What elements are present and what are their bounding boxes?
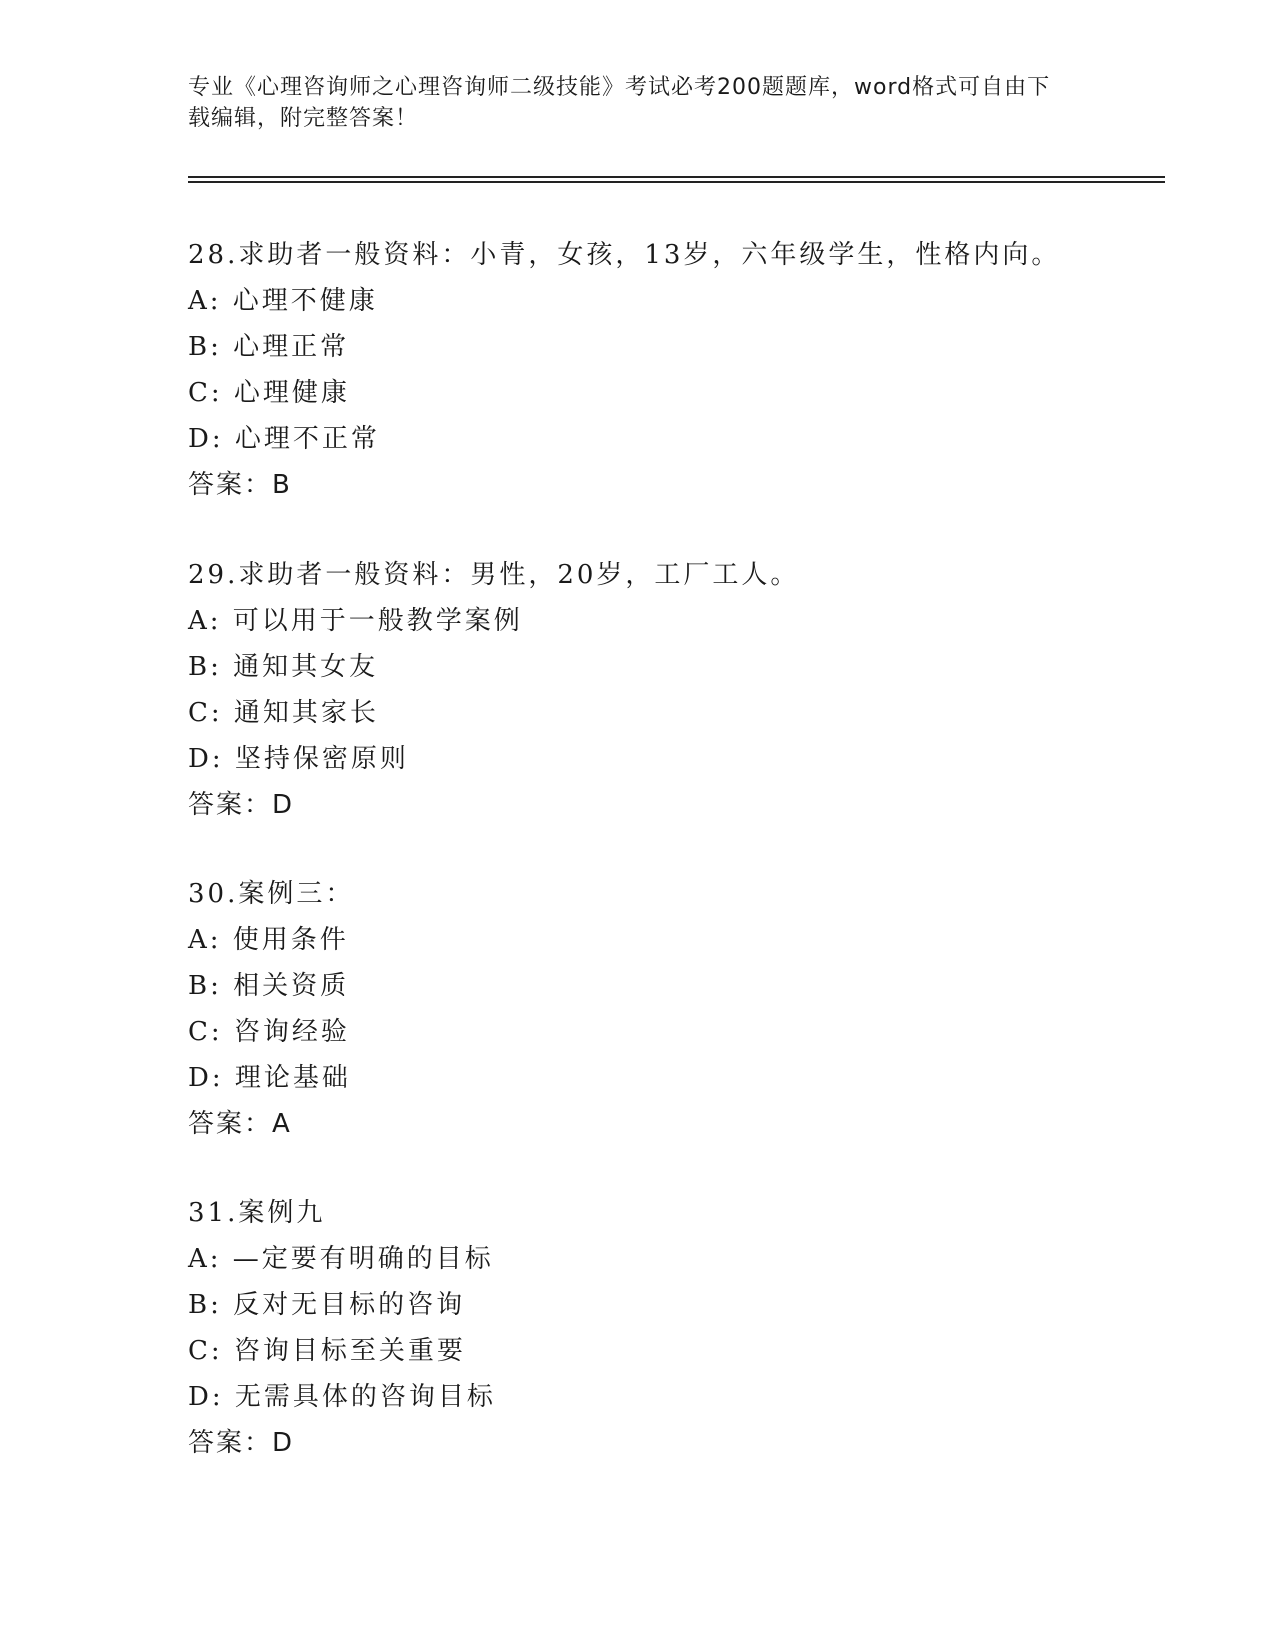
answer-line: [188, 782, 1188, 828]
answer-label: 答案：: [188, 1428, 273, 1458]
option-d: D: 理论基础: [188, 1063, 351, 1093]
answer-value: D: [272, 790, 293, 820]
question-stem: 29.求助者一般资料：男性，20岁，工厂工人。: [188, 560, 800, 590]
answer-value: B: [272, 470, 290, 500]
option-d: D: 无需具体的咨询目标: [188, 1382, 496, 1412]
option-a: A: 心理不健康: [188, 286, 378, 316]
option-a: A: 可以用于一般教学案例: [188, 606, 523, 636]
question-30: [188, 871, 1188, 1147]
question-29: [188, 552, 1188, 828]
document-intro: 专业《心理咨询师之心理咨询师二级技能》考试必考200题题库，word格式可自由下载编辑，附完整答案！: [188, 75, 1051, 131]
answer-label: 答案：: [188, 470, 273, 500]
answer-line: [188, 462, 1188, 508]
header-divider: [188, 176, 1165, 183]
answer-line: [188, 1101, 1188, 1147]
answer-value: A: [272, 1109, 290, 1139]
question-28: [188, 232, 1188, 508]
answer-label: 答案：: [188, 790, 273, 820]
option-c: C: 咨询经验: [188, 1017, 350, 1047]
option-a: A: —定要有明确的目标: [188, 1244, 494, 1274]
answer-label: 答案：: [188, 1109, 273, 1139]
option-d: D: 坚持保密原则: [188, 744, 409, 774]
option-d: D: 心理不正常: [188, 424, 380, 454]
option-b: B: 反对无目标的咨询: [188, 1290, 466, 1320]
option-b: B: 通知其女友: [188, 652, 379, 682]
question-stem: 31.案例九: [188, 1198, 326, 1228]
question-stem: 28.求助者一般资料：小青，女孩，13岁，六年级学生，性格内向。: [188, 240, 1061, 270]
option-c: C: 心理健康: [188, 378, 350, 408]
option-b: B: 相关资质: [188, 971, 350, 1001]
answer-line: [188, 1420, 1188, 1466]
option-c: C: 通知其家长: [188, 698, 379, 728]
answer-value: D: [272, 1428, 293, 1458]
option-c: C: 咨询目标至关重要: [188, 1336, 466, 1366]
option-b: B: 心理正常: [188, 332, 350, 362]
option-a: A: 使用条件: [188, 925, 349, 955]
question-31: [188, 1190, 1188, 1466]
question-stem: 30.案例三：: [188, 879, 355, 909]
